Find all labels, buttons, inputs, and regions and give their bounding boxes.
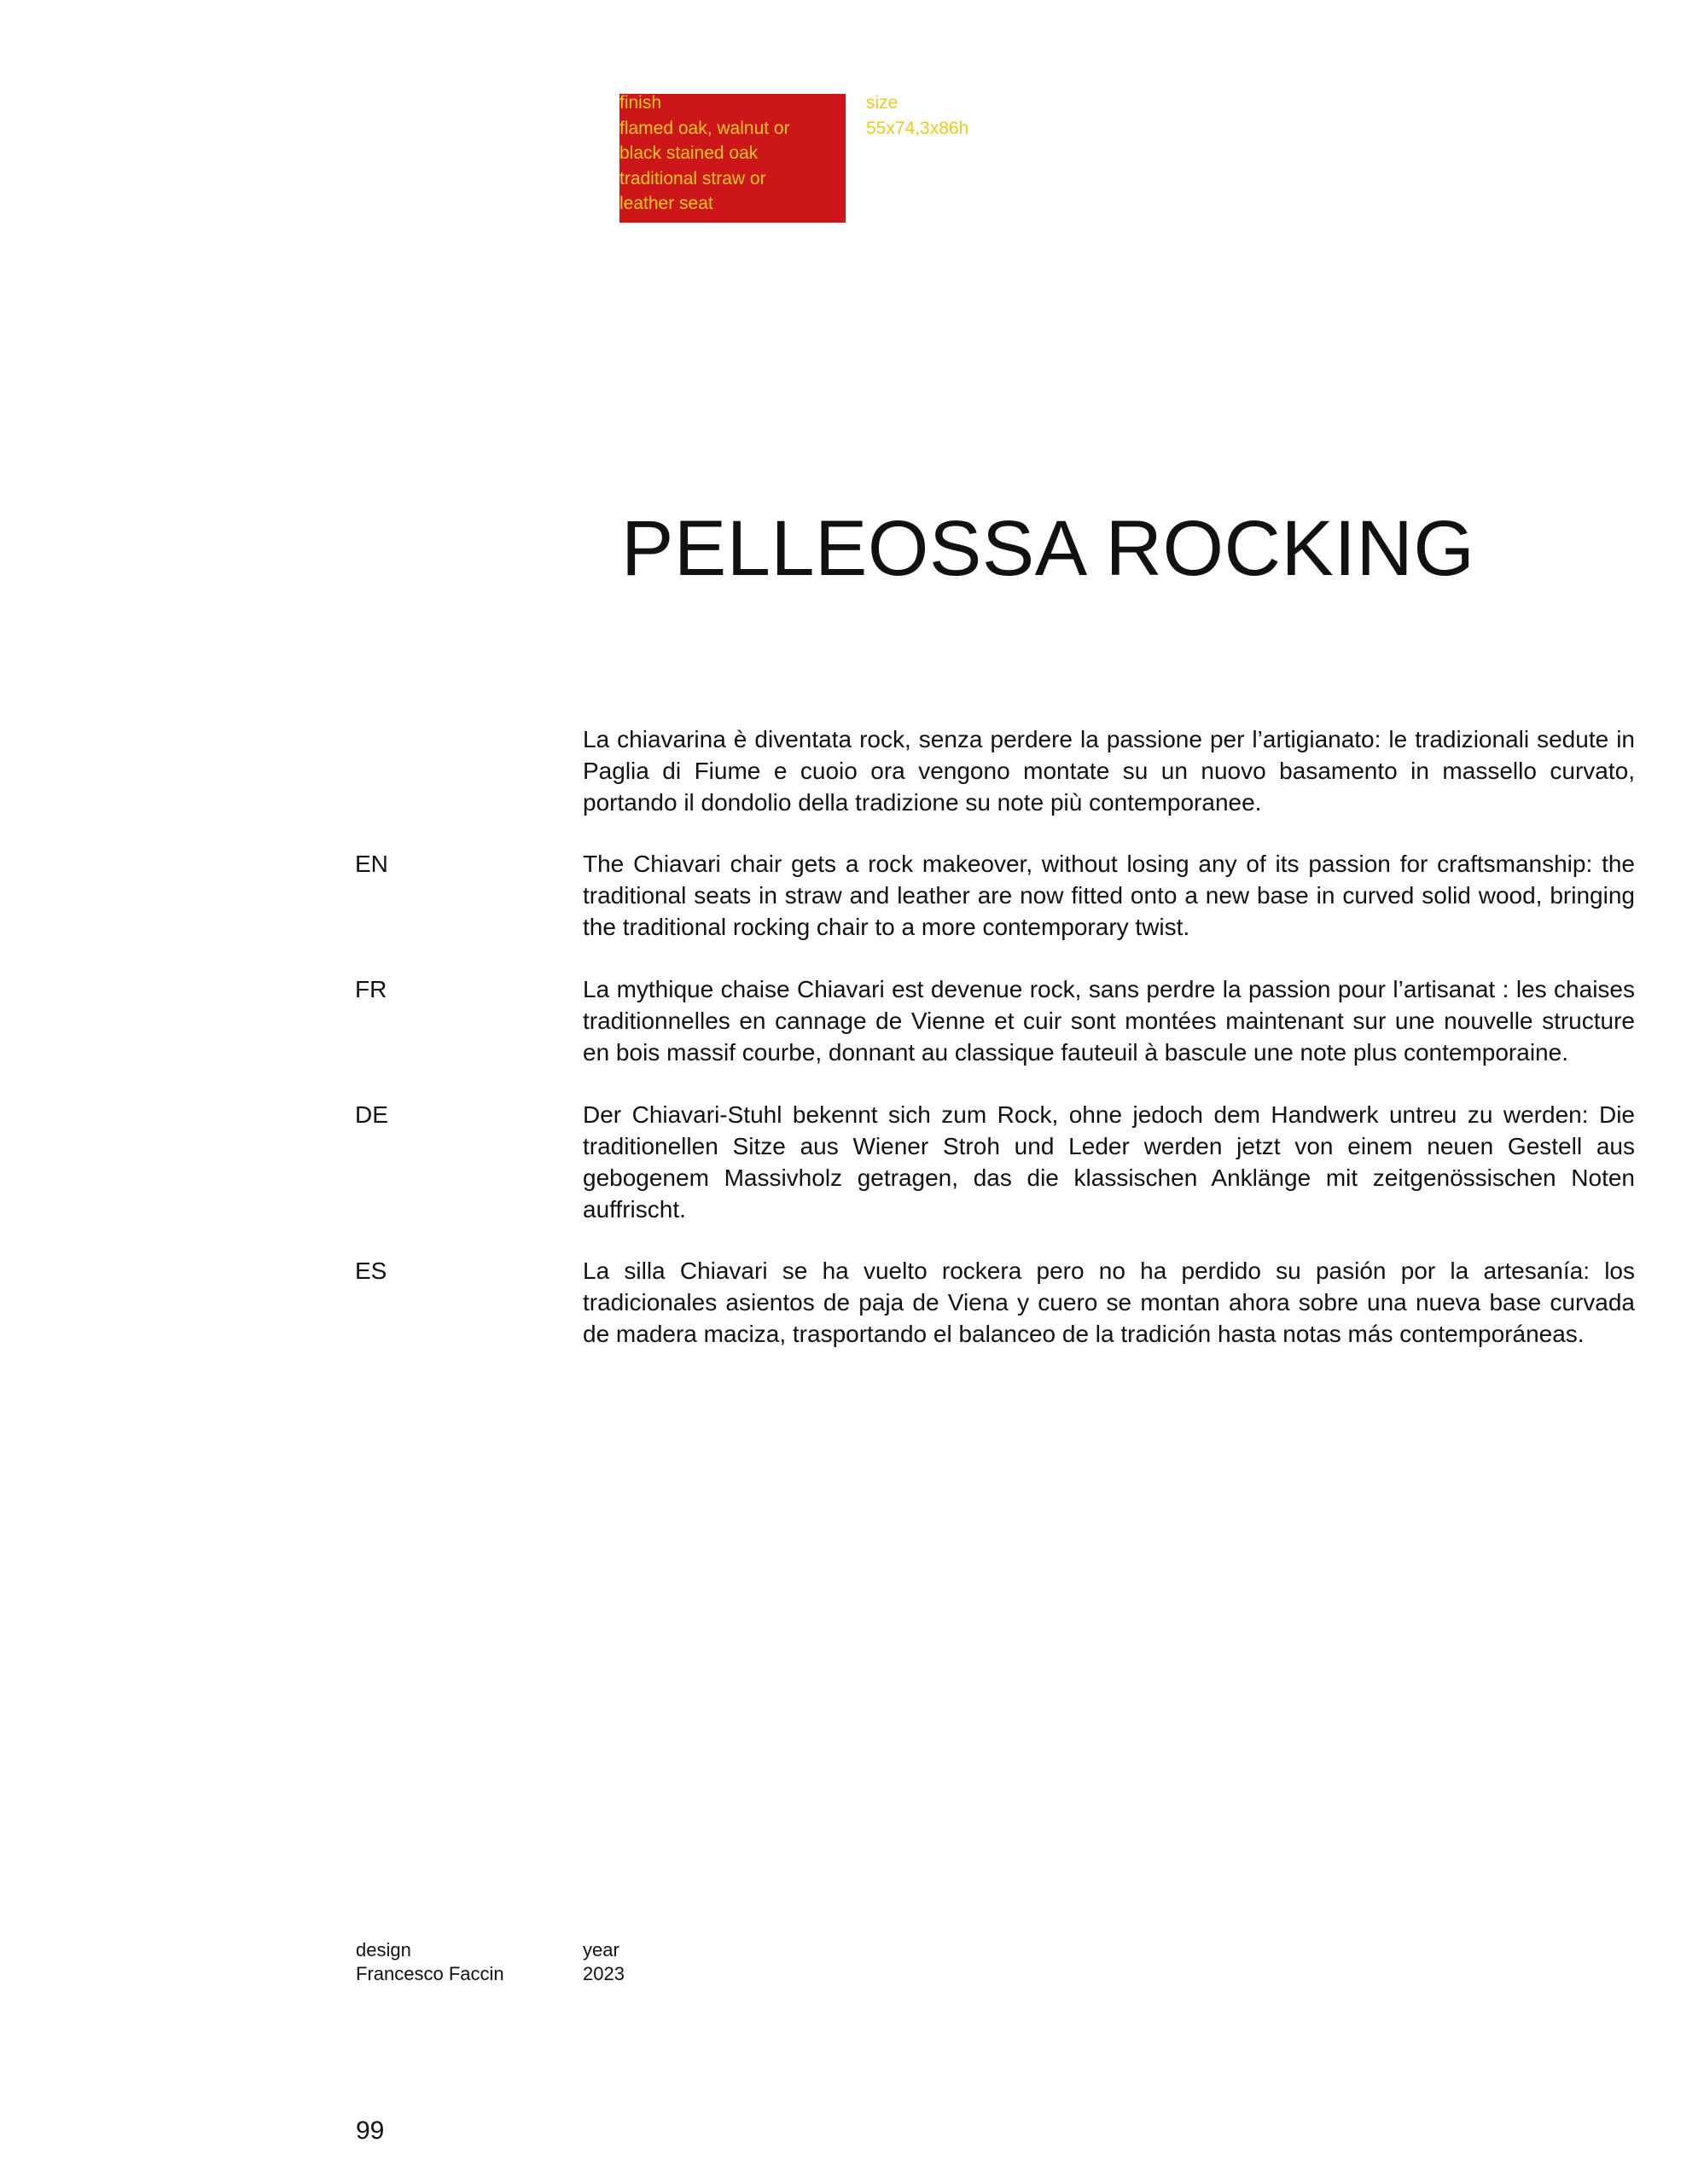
design-label: design: [356, 1939, 411, 1960]
design-credit: [356, 1938, 504, 1986]
description-en: The Chiavari chair gets a rock makeover, without losing any of its passion for craftsmanship: the traditional seats in straw and leather are now fitted onto a new base in curved solid wood, bringing the traditional rocking chair to a more contemporary twist.: [583, 851, 1635, 940]
size-label: size: [866, 93, 899, 113]
finish-line: traditional straw or: [619, 168, 766, 189]
description-it: La chiavarina è diventata rock, senza perdere la passione per l’artigianato: le tradizionali sedute in Paglia di Fiume e cuoio ora vengono montate su un nuovo basamento in massello curvato, portando il dondolio della tradizione su note più contemporanee.: [583, 726, 1635, 816]
language-label-de: DE: [355, 1101, 388, 1128]
finish-line: flamed oak, walnut or: [619, 118, 790, 138]
product-title: PELLEOSSA ROCKING: [621, 505, 1475, 592]
designer-name: Francesco Faccin: [356, 1963, 504, 1984]
year-label: year: [583, 1939, 619, 1960]
year-credit: [583, 1938, 625, 1986]
description-es: La silla Chiavari se ha vuelto rockera pero no ha perdido su pasión por la artesanía: los tradicionales asientos de paja de Viena y cuero se montan ahora sobre una nueva base curvada de madera maciza, trasportando el balanceo de la tradición hasta notas más contemporáneas.: [583, 1258, 1635, 1347]
page-number: 99: [356, 2117, 385, 2145]
finish-line: black stained oak: [619, 143, 759, 163]
description-fr: La mythique chaise Chiavari est devenue rock, sans perdre la passion pour l’artisanat : les chaises traditionnelles en cannage de Vienne et cuir sont montées maintenant sur une nouvelle structure en bois massif courbe, donnant au classique fauteuil à bascule une note plus contemporaine.: [583, 976, 1635, 1066]
language-label-fr: FR: [355, 976, 387, 1002]
size-spec: [866, 90, 968, 141]
language-label-es: ES: [355, 1258, 387, 1284]
language-label-en: EN: [355, 851, 388, 877]
finish-spec: [619, 90, 846, 217]
description-de: Der Chiavari-Stuhl bekennt sich zum Rock, ohne jedoch dem Handwerk untreu zu werden: Die traditionellen Sitze aus Wiener Stroh und Leder werden jetzt von einem neuen Gestell aus gebogenem Massivholz getragen, das die klassischen Anklänge mit zeitgenössischen Noten auffrischt.: [583, 1101, 1635, 1223]
year-value: 2023: [583, 1963, 625, 1984]
finish-label: finish: [619, 93, 662, 113]
finish-line: leather seat: [619, 194, 713, 213]
size-value: 55x74,3x86h: [866, 118, 969, 138]
